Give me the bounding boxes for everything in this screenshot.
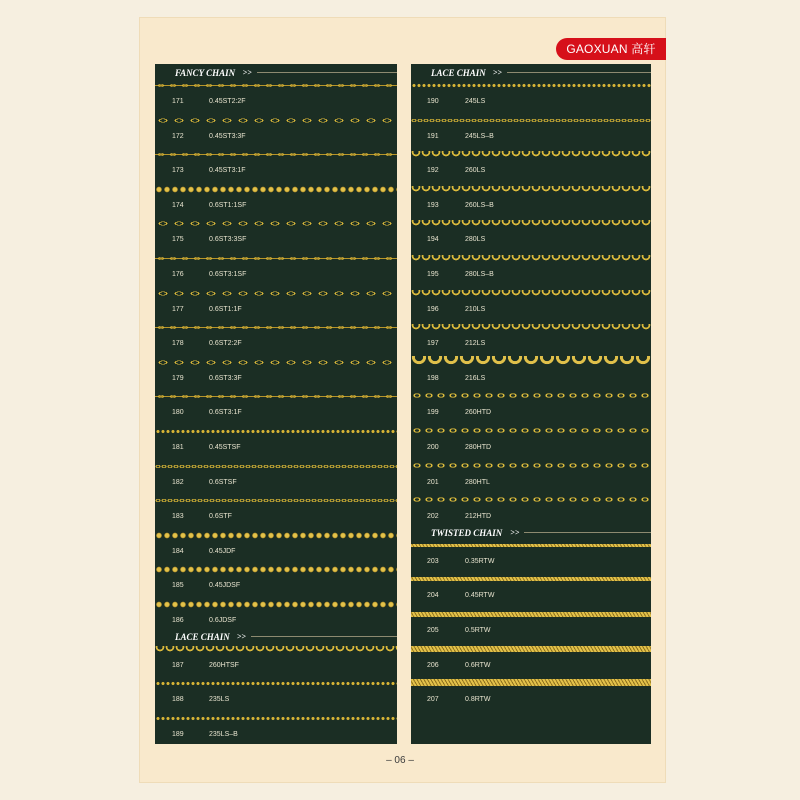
item-number: 183 (172, 513, 184, 521)
chain-image (155, 117, 397, 124)
item-code: 0.6ST3:3F (209, 374, 242, 382)
chain-row (411, 534, 651, 568)
section-arrows: >> (237, 631, 247, 641)
item-number: 201 (427, 478, 439, 486)
item-number: 203 (427, 557, 439, 565)
item-code: 280HTL (465, 478, 490, 486)
chain-row (411, 74, 651, 108)
item-number: 182 (172, 478, 184, 486)
chain-image (155, 566, 397, 573)
chain-row (411, 109, 651, 143)
item-code: 0.6STF (209, 513, 232, 521)
item-number: 193 (427, 201, 439, 209)
chain-row (155, 593, 397, 627)
chain-row (155, 385, 397, 419)
item-code: 0.6STSF (209, 478, 237, 486)
item-code: 260HTSF (209, 661, 239, 669)
chain-image (411, 186, 651, 193)
item-code: 0.45ST2:2F (209, 98, 246, 105)
item-code: 0.45ST3:1F (209, 167, 246, 175)
chain-image (411, 463, 651, 470)
chain-image (155, 646, 397, 653)
chain-image (155, 715, 397, 722)
chain-image (155, 359, 397, 366)
chain-image (155, 532, 397, 539)
item-number: 204 (427, 592, 439, 600)
item-number: 189 (172, 730, 184, 738)
item-number: 197 (427, 340, 439, 348)
item-number: 172 (172, 132, 184, 140)
chain-image (155, 151, 397, 158)
item-code: 0.6ST1:1SF (209, 201, 247, 209)
chain-row (155, 282, 397, 316)
chain-row (155, 351, 397, 385)
item-code: 0.6ST2:2F (209, 340, 242, 348)
chain-image (411, 356, 651, 368)
chain-image (411, 577, 651, 581)
chain-row (411, 351, 651, 385)
item-number: 178 (172, 340, 184, 348)
section-rule (507, 72, 651, 73)
chain-row (411, 385, 651, 419)
item-code: 245LS (465, 98, 486, 105)
item-code: 0.45ST3:3F (209, 132, 246, 140)
item-number: 195 (427, 271, 439, 278)
section-arrows: >> (242, 68, 252, 77)
chain-row (155, 212, 397, 246)
item-code: 260LS–B (465, 201, 494, 209)
item-code: 0.5RTW (465, 627, 491, 634)
item-number: 202 (427, 513, 439, 521)
chain-image (155, 680, 397, 687)
chain-image (411, 646, 651, 652)
item-code: 216LS (465, 374, 486, 382)
item-number: 179 (172, 374, 184, 382)
section-arrows: >> (510, 527, 520, 537)
section-rule (251, 636, 397, 637)
chain-image (155, 290, 397, 297)
item-code: 0.45RTW (465, 592, 495, 600)
chain-image (155, 82, 397, 89)
item-number: 188 (172, 696, 184, 704)
item-number: 186 (172, 617, 184, 624)
chain-row (411, 568, 651, 602)
chain-image (411, 428, 651, 435)
chain-image (411, 117, 651, 124)
chain-row (411, 282, 651, 316)
item-code: 0.6JDSF (209, 617, 237, 624)
chain-row (155, 420, 397, 454)
chain-image (155, 601, 397, 608)
chain-image (411, 324, 651, 331)
section-title: TWISTED CHAIN (431, 527, 503, 538)
item-code: 0.6ST1:1F (209, 305, 242, 313)
item-number: 176 (172, 271, 184, 278)
item-code: 260HTD (465, 409, 492, 417)
section-title: FANCY CHAIN (175, 68, 236, 78)
item-code: 0.35RTW (465, 557, 495, 565)
item-number: 192 (427, 167, 439, 175)
chain-row (411, 316, 651, 350)
chain-row (411, 247, 651, 281)
item-number: 207 (427, 696, 439, 704)
item-number: 174 (172, 201, 184, 209)
item-number: 196 (427, 305, 439, 313)
item-number: 200 (427, 444, 439, 451)
chain-image (411, 151, 651, 158)
chain-image (155, 186, 397, 193)
left-catalog-panel (155, 64, 397, 744)
chain-row (155, 247, 397, 281)
item-code: 235LS (209, 696, 230, 704)
chain-row (155, 558, 397, 592)
chain-image (411, 290, 651, 297)
item-code: 0.45JDF (209, 547, 236, 555)
chain-row (155, 489, 397, 523)
chain-row (155, 707, 397, 741)
item-code: 280LS–B (465, 271, 494, 278)
chain-row (411, 489, 651, 523)
chain-row (411, 178, 651, 212)
section-title: LACE CHAIN (431, 68, 486, 78)
item-code: 212LS (465, 340, 486, 348)
section-title: LACE CHAIN (175, 631, 230, 642)
item-code: 280HTD (465, 444, 492, 451)
item-code: 0.6RTW (465, 661, 491, 669)
chain-row (411, 603, 651, 637)
item-number: 185 (172, 582, 184, 590)
item-number: 198 (427, 374, 439, 382)
item-number: 199 (427, 409, 439, 417)
page-number: – 06 – (386, 755, 414, 766)
chain-image (155, 393, 397, 400)
chain-row (155, 178, 397, 212)
chain-row (155, 672, 397, 706)
section-rule (257, 72, 397, 73)
chain-row (411, 420, 651, 454)
brand-badge: GAOXUAN 高轩 (556, 38, 666, 60)
item-number: 194 (427, 236, 439, 244)
chain-row (155, 455, 397, 489)
chain-row (155, 74, 397, 108)
item-number: 173 (172, 167, 184, 175)
chain-image (155, 428, 397, 435)
item-number: 171 (172, 98, 184, 105)
chain-image (155, 463, 397, 470)
chain-row (411, 638, 651, 672)
chain-image (155, 497, 397, 504)
item-code: 0.6ST3:1F (209, 409, 242, 417)
chain-row (155, 109, 397, 143)
item-number: 187 (172, 661, 184, 669)
item-code: 0.6ST3:3SF (209, 236, 247, 244)
item-number: 190 (427, 98, 439, 105)
right-catalog-panel (411, 64, 651, 744)
chain-image (411, 679, 651, 686)
chain-image (411, 255, 651, 262)
item-code: 0.6ST3:1SF (209, 271, 247, 278)
item-code: 280LS (465, 236, 486, 244)
item-code: 0.45STSF (209, 444, 241, 451)
chain-image (411, 497, 651, 504)
item-code: 260LS (465, 167, 486, 175)
chain-row (155, 638, 397, 672)
item-number: 177 (172, 305, 184, 313)
section-rule (524, 532, 651, 533)
chain-image (411, 220, 651, 227)
chain-row (155, 316, 397, 350)
chain-row (411, 455, 651, 489)
chain-image (155, 324, 397, 331)
item-code: 0.8RTW (465, 696, 491, 704)
item-code: 0.45JDSF (209, 582, 241, 590)
chain-image (155, 255, 397, 262)
item-number: 175 (172, 236, 184, 244)
chain-row (155, 524, 397, 558)
section-arrows: >> (493, 68, 503, 77)
item-code: 210LS (465, 305, 486, 313)
item-number: 206 (427, 661, 439, 669)
chain-image (155, 220, 397, 227)
chain-image (411, 82, 651, 89)
chain-row (411, 212, 651, 246)
chain-row (155, 143, 397, 177)
chain-row (411, 143, 651, 177)
item-number: 184 (172, 547, 184, 555)
item-code: 212HTD (465, 513, 492, 521)
chain-image (411, 612, 651, 617)
item-number: 181 (172, 444, 184, 451)
item-number: 180 (172, 409, 184, 417)
item-number: 191 (427, 132, 439, 140)
chain-image (411, 393, 651, 400)
item-code: 245LS–B (465, 132, 494, 140)
item-number: 205 (427, 627, 439, 634)
chain-row (411, 672, 651, 706)
chain-image (411, 544, 651, 547)
item-code: 235LS–B (209, 730, 238, 738)
